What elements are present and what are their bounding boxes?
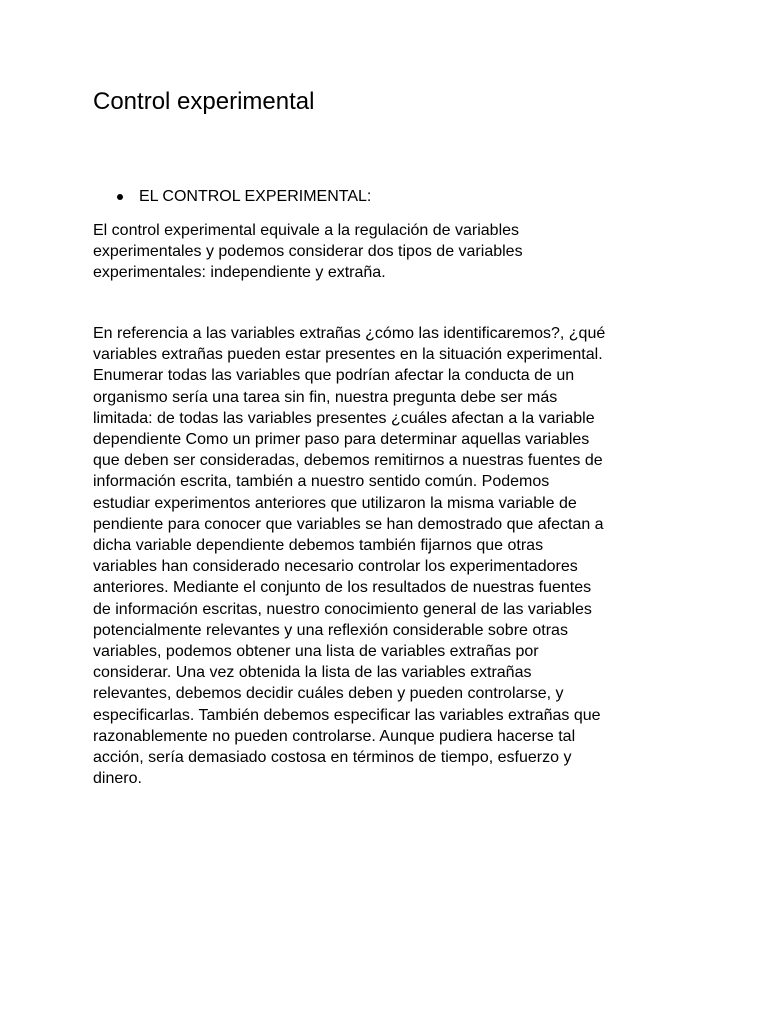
paragraph-line: de información escritas, nuestro conocimiento general de las variables [93,600,592,618]
paragraph-line: potencialmente relevantes y una reflexión considerable sobre otras [93,621,568,639]
paragraph-line: estudiar experimentos anteriores que utilizaron la misma variable de [93,494,577,512]
paragraph-line: experimentales: independiente y extraña. [93,264,386,282]
paragraph-line: organismo sería una tarea sin fin, nuestra pregunta debe ser más [93,388,558,406]
paragraph-line: dependiente Como un primer paso para determinar aquellas variables [93,431,590,449]
section-heading: EL CONTROL EXPERIMENTAL: [139,188,372,205]
paragraph-line: variables extrañas pueden estar presentes en la situación experimental. [93,346,603,364]
intro-paragraph [93,220,683,284]
paragraph-line: especificarlas. También debemos especificar las variables extrañas que [93,706,601,724]
body-paragraph [93,323,683,789]
paragraph-line: anteriores. Mediante el conjunto de los resultados de nuestras fuentes [93,579,592,597]
paragraph-line: variables han considerado necesario controlar los experimentadores [93,558,578,576]
paragraph-line: información escrita, también a nuestro sentido común. Podemos [93,473,550,491]
paragraph-line: limitada: de todas las variables presentes ¿cuáles afectan a la variable [93,409,595,427]
paragraph-line: considerar. Una vez obtenida la lista de las variables extrañas [93,664,532,682]
paragraph-line: En referencia a las variables extrañas ¿cómo las identificaremos?, ¿qué [93,325,606,342]
paragraph-line: El control experimental equivale a la regulación de variables [93,222,520,239]
paragraph-line: que deben ser consideradas, debemos remitirnos a nuestras fuentes de [93,452,603,470]
bullet-icon [117,194,123,200]
paragraph-line: Enumerar todas las variables que podrían afectar la conducta de un [93,367,575,385]
document-title: Control experimental [93,88,315,115]
paragraph-line: dinero. [93,770,142,788]
paragraph-line: acción, sería demasiado costosa en términos de tiempo, esfuerzo y [93,749,572,767]
section-heading-item [115,186,371,208]
paragraph-line: relevantes, debemos decidir cuáles deben y pueden controlarse, y [93,685,564,703]
section-list [115,186,371,208]
paragraph-line: razonablemente no pueden controlarse. Aunque pudiera hacerse tal [93,727,576,745]
paragraph-line: pendiente para conocer que variables se han demostrado que afectan a [93,515,604,533]
paragraph-line: experimentales y podemos considerar dos tipos de variables [93,243,523,261]
paragraph-line: dicha variable dependiente debemos también fijarnos que otras [93,537,544,555]
paragraph-line: variables, podemos obtener una lista de variables extrañas por [93,643,539,661]
